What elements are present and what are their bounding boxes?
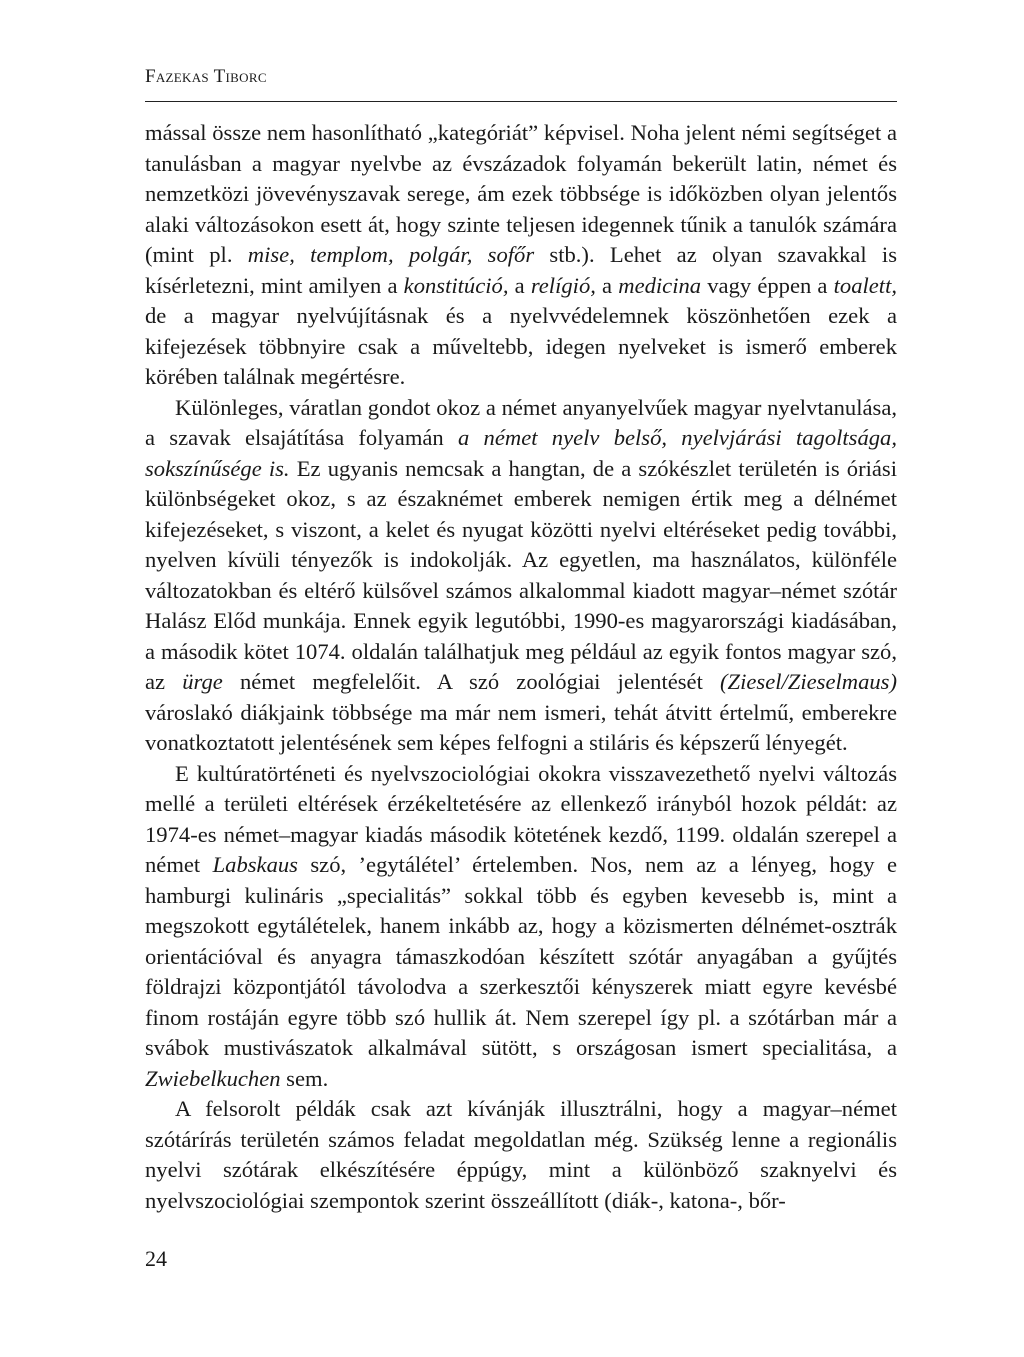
page-number: 24 <box>145 1246 167 1271</box>
paragraph-1 <box>145 118 897 393</box>
italic-term: mise, templom, polgár, sofőr <box>247 242 535 267</box>
body-text <box>145 118 897 1216</box>
text-run: a <box>595 272 619 298</box>
text-run: de a magyar nyelvújításnak és a nyelvvédelemnek köszönhetően ezek a kifejezések többnyire csak a műveltebb, idegen nyelveket is ismerő emberek körében találnak megértésre. <box>145 303 897 389</box>
text-run: vagy éppen a <box>701 272 834 298</box>
text-run: A felsorolt példák csak azt kívánják illusztrálni, hogy a magyar–német szótárírás területén számos feladat megoldatlan még. Szükség lenne a regionális nyelvi szótárak elkészítésére éppúgy, mint a különböző szaknyelvi és nyelvszociológiai szempontok szerint összeállított (diák-, katona-, bőr- <box>145 1096 897 1213</box>
paragraph-2 <box>145 393 897 759</box>
italic-term: (Ziesel/Zieselmaus) <box>720 669 897 694</box>
text-run: városlakó diákjaink többsége ma már nem ismeri, tehát átvitt értelmű, emberekre vonatkoztatott jelentésének sem képes felfogni a stiláris és képszerű lényegét. <box>145 699 897 755</box>
paragraph-3 <box>145 759 897 1095</box>
italic-term: toalett, <box>833 272 898 298</box>
text-run: Ez ugyanis nemcsak a hangtan, de a szókészlet területén is óriási különbségeket okoz, s az északnémet emberek nemigen értik meg a délnémet kifejezéseket, s viszont, a kelet és nyugat közötti nyelvi eltéréseket pedig további, nyelven kívüli tényezők is indokolják. Az egyetlen, ma használatos, különféle változatokban és eltérő külsővel számos alkalommal kiadott magyar–német szótár Halász Előd munkája. Ennek egyik legutóbbi, 1990-es magyarországi kiadásában, a második kötet 1074. oldalán találhatjuk meg például az egyik fontos magyar szó, az <box>145 455 897 694</box>
text-run: német megfelelőit. A szó zoológiai jelentését <box>222 669 721 694</box>
paragraph-4 <box>145 1094 897 1216</box>
italic-term: Zwiebelkuchen <box>145 1065 281 1091</box>
running-head-author: Fazekas Tiborc <box>145 66 267 87</box>
header-rule <box>145 101 897 102</box>
italic-term: medicina <box>618 272 702 298</box>
text-run: sem. <box>280 1065 329 1091</box>
text-run: szó, ’egytálétel’ értelemben. Nos, nem az a lényeg, hogy e hamburgi kulináris „specialitás” sokkal több és egyben kevesebb is, mint a megszokott egytálételek, hanem inkább az, hogy a közismerten délnémet-osztrák orientációval és anyagra támaszkodóan készített szótár anyagában a gyűjtés földrajzi központjától távolodva a szerkesztői kényszerek miatt egyre kevésbé finom rostáján egyre több szó hullik át. Nem szerepel így pl. a szótárban már a svábok mustivászatok alkalmával sütött, s országosan ismert specialitása, a <box>145 852 897 1060</box>
book-page <box>145 0 897 1357</box>
italic-term: Labskaus <box>212 852 298 877</box>
text-run: Különleges, váratlan gondot okoz a német anyanyelvűek magyar nyelvtanulása, a szavak elsajátítása folyamán <box>145 394 897 450</box>
text-run: E kultúratörténeti és nyelvszociológiai okokra visszavezethető nyelvi változás mellé a területi eltérések érzékeltetésére az ellenkező irányból hozok példát: az 1974-es német–magyar kiadás második kötetének kezdő, 1199. oldalán szerepel a német <box>145 760 897 877</box>
italic-term: ürge <box>182 669 223 694</box>
italic-term: konstitúció, <box>403 272 509 298</box>
text-run: a <box>508 272 531 298</box>
italic-term: relígió, <box>530 272 596 298</box>
text-run: stb.). Lehet az olyan szavakkal is kísérletezni, mint amilyen a <box>145 242 897 298</box>
text-run: mással össze nem hasonlítható „kategóriát” képvisel. Noha jelent némi segítséget a tanulásban a magyar nyelvbe az évszázadok folyamán bekerült latin, német és nemzetközi jövevényszavak serege, ám ezek többsége is időközben olyan jelentős alaki változásokon esett át, hogy szinte teljesen idegennek tűnik a tanulók számára (mint pl. <box>145 120 897 267</box>
italic-term: a német nyelv belső, nyelvjárási tagoltsága, sokszínűsége is. <box>145 425 898 481</box>
